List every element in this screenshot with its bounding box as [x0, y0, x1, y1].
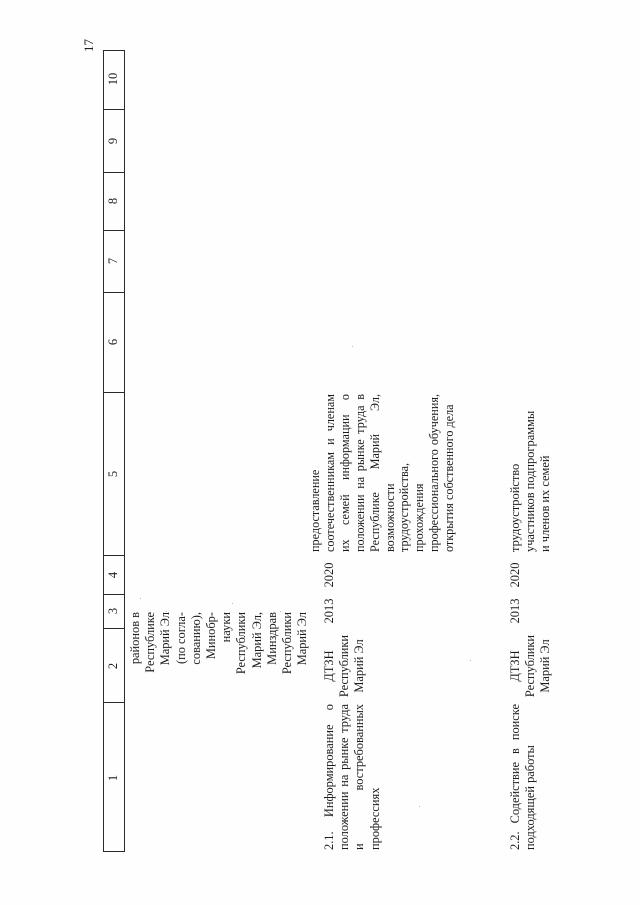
row-2-2-executor: ДТЗН Республики Марий Эл [508, 634, 553, 698]
row-2-1-title: 2.1. Информирование о положении на рынке труда и востребованных профессиях [322, 704, 382, 850]
continuation-line: Минздрав [264, 612, 279, 665]
scan-speck [352, 346, 353, 347]
col-sep-6-7 [103, 292, 124, 293]
continuation-line: сованию), [188, 612, 203, 665]
header-col-2: 2 [106, 662, 120, 670]
continuation-line: Марий Эл [158, 612, 173, 666]
scan-speck [419, 806, 420, 807]
row-2-1-year-end: 2020 [322, 562, 336, 588]
continuation-line: Республики [234, 612, 249, 675]
scan-speck [166, 611, 167, 612]
continuation-line: Республике [143, 612, 158, 673]
col-sep-10-end [103, 50, 124, 51]
col-sep-5-6 [103, 392, 124, 393]
page-number: 17 [81, 39, 96, 52]
continuation-line: Марий Эл, [249, 612, 264, 669]
header-col-3: 3 [106, 607, 120, 615]
scan-speck [140, 598, 141, 599]
header-col-8: 8 [106, 197, 120, 205]
continuation-line: районов в [128, 612, 142, 665]
header-col-1: 1 [106, 774, 120, 782]
continuation-line: Марий Эл [295, 612, 310, 666]
continuation-line: Минобр- [204, 612, 219, 660]
row-2-2-title: 2.2. Содействие в поиске подходящей работы [508, 704, 538, 850]
col-sep-3-4 [103, 594, 124, 595]
col-sep-1-2 [103, 702, 124, 703]
continuation-line: науки [219, 612, 234, 643]
scan-speck [280, 611, 281, 612]
col-sep-1-start [103, 851, 124, 852]
header-col-4: 4 [106, 571, 120, 579]
header-col-5: 5 [106, 470, 120, 478]
col-sep-2-3 [103, 628, 124, 629]
col-sep-7-8 [103, 230, 124, 231]
scan-speck [470, 660, 471, 661]
col-sep-4-5 [103, 555, 124, 556]
header-col-7: 7 [106, 257, 120, 265]
col-sep-8-9 [103, 172, 124, 173]
continuation-line: Республики [280, 612, 295, 675]
row-2-1-executor: ДТЗН Республики Марий Эл [322, 634, 367, 698]
header-col-6: 6 [106, 338, 120, 346]
row-2-2-year-start: 2013 [508, 598, 522, 624]
table-header-divider [124, 50, 125, 852]
row-2-1-result: предоставление соотечественникам и членам их семей информации о положении на рынке труда в Республике Марий Эл, возможности трудоустройства, прохождения профессионального обучения, открытия собственного дела [308, 394, 457, 552]
col-sep-9-10 [103, 109, 124, 110]
continuation-executor [128, 612, 310, 702]
table-left-border [103, 50, 104, 852]
continuation-line: (по согла- [173, 612, 188, 665]
row-2-1-year-start: 2013 [322, 598, 336, 624]
header-col-9: 9 [106, 137, 120, 145]
header-col-10: 10 [106, 72, 120, 86]
row-2-2-year-end: 2020 [508, 562, 522, 588]
row-2-2-result: трудоустройство участников подпрограммы и членов их семей [508, 410, 553, 552]
scan-speck [232, 603, 233, 604]
